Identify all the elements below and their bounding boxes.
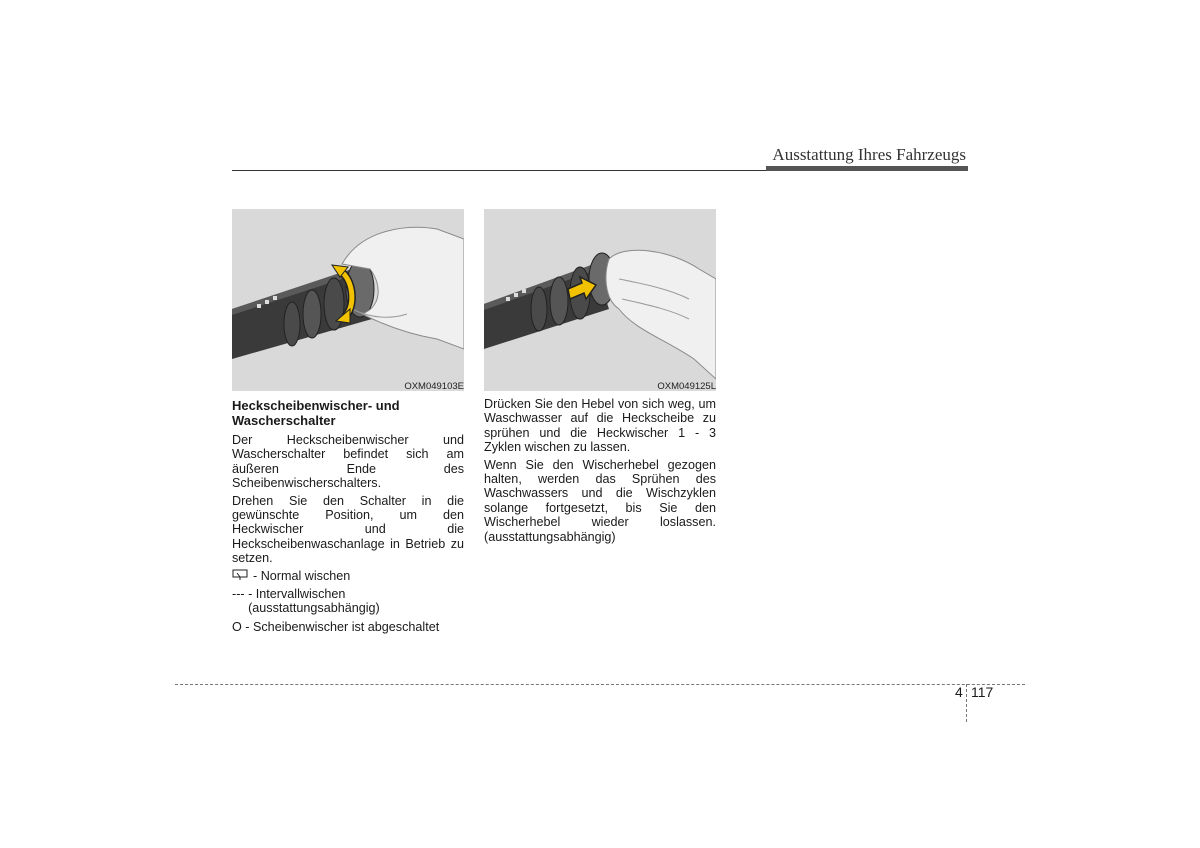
legend-key: ---: [232, 587, 249, 602]
wiper-symbol-icon: [232, 569, 248, 581]
left-paragraph-2: Drehen Sie den Schalter in die gewünschte Position, um den Heckwischer und die Heckscheibenwaschanlage in Betrieb zu setzen.: [232, 493, 464, 566]
footer-vertical-divider: [966, 684, 967, 722]
page-header-title: Ausstattung Ihres Fahrzeugs: [772, 145, 966, 164]
chapter-number: 4: [955, 684, 963, 700]
figure-code-2: OXM049125L: [657, 381, 716, 392]
right-paragraph-2: Wenn Sie den Wischerhebel gezogen halten, werden das Sprühen des Waschwassers und die Wischzyklen solange fortgesetzt, bis Sie den Wischerhebel wieder loslassen. (ausstattungsabhängig): [484, 457, 716, 544]
legend-text: - Normal wischen: [253, 568, 351, 583]
figure-rotate-switch: [232, 209, 464, 391]
header-rule-accent: [766, 166, 968, 171]
figure-code-1: OXM049103E: [404, 381, 464, 392]
legend-item-interval: [232, 587, 464, 616]
page-number: 117: [971, 684, 994, 700]
figure-push-lever: [484, 209, 716, 391]
right-column: [484, 397, 716, 547]
legend-text: - Scheibenwischer ist abgeschaltet: [245, 619, 440, 634]
right-paragraph-1: Drücken Sie den Hebel von sich weg, um Waschwasser auf die Heckscheibe zu sprühen und die Heckwischer 1 - 3 Zyklen wischen zu lassen.: [484, 397, 716, 455]
section-title: Heckscheibenwischer- und Wascherschalter: [232, 398, 400, 428]
legend-item-off: [232, 620, 464, 634]
footer-divider: [175, 684, 1025, 685]
left-column: [232, 398, 464, 638]
left-paragraph-1: Der Heckscheibenwischer und Wascherschalter befindet sich am äußeren Ende des Scheibenwischerschalters.: [232, 433, 464, 491]
legend-key: O: [232, 619, 246, 634]
legend-text: - Intervallwischen (ausstattungsabhängig): [248, 587, 380, 616]
legend-item-normal: [232, 569, 464, 583]
